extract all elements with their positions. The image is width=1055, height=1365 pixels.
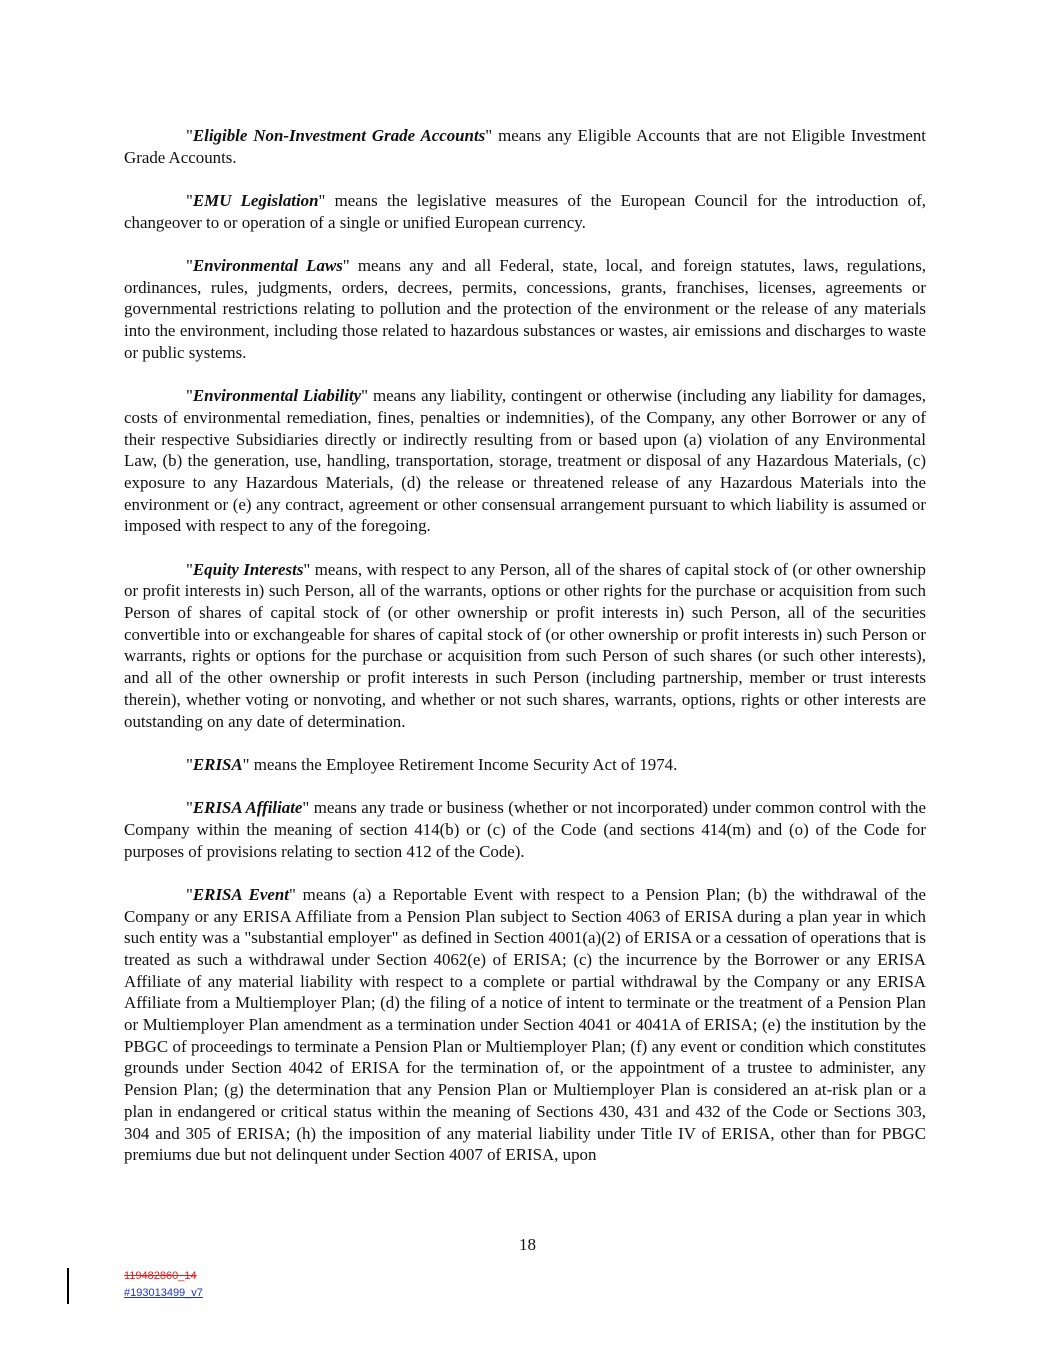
definition-paragraph [124, 884, 926, 1166]
page-number: 18 [519, 1235, 536, 1254]
definition-paragraph [124, 125, 926, 168]
open-quote: " [186, 386, 193, 406]
defined-term: ERISA Affiliate [192, 798, 303, 818]
open-quote: " [186, 126, 193, 145]
definition-text: " means any and all Federal, state, local, and foreign statutes, laws, regulations, ordinances, rules, judgments, orders, decrees, permits, concessions, grants, franchises, licenses, agreements or governmental restrictions relating to pollution and the protection of the environment or the release of any materials into the environment, including those related to hazardous substances or wastes, air emissions and discharges to waste or public systems. [124, 256, 926, 362]
definition-text: " means any liability, contingent or otherwise (including any liability for damages, costs of environmental remediation, fines, penalties or indemnities), of the Company, any other Borrower or any of their respective Subsidiaries directly or indirectly resulting from or based upon (a) violation of any Environmental Law, (b) the generation, use, handling, transportation, storage, treatment or disposal of any Hazardous Materials, (c) exposure to any Hazardous Materials, (d) the release or threatened release of any Hazardous Materials into the environment or (e) any contract, agreement or other consensual arrangement pursuant to which liability is assumed or imposed with respect to any of the foregoing. [124, 386, 926, 536]
open-quote: " [186, 559, 193, 579]
defined-term: Equity Interests [192, 559, 304, 579]
definition-paragraph [124, 754, 926, 776]
definition-paragraph [124, 559, 926, 733]
definition-text: " means, with respect to any Person, all of the shares of capital stock of (or other ownership or profit interests in) such Person, all of the warrants, options or other rights for the purchase or acquisition from such Person of shares of capital stock of (or other ownership or profit interests in) such Person, all of the securities convertible into or exchangeable for shares of capital stock of (or other ownership or profit interests in) such Person or warrants, rights or options for the purchase or acquisition from such Person of such shares (or such other interests), and all of the other ownership or profit interests in such Person (including partnership, member or trust interests therein), whether voting or nonvoting, and whether or not such shares, warrants, options, rights or other interests are outstanding on any date of determination. [124, 559, 926, 731]
definition-text: " means the Employee Retirement Income Security Act of 1974. [242, 754, 678, 774]
defined-term: EMU Legislation [192, 191, 319, 210]
defined-term: Environmental Liability [192, 386, 362, 406]
defined-term: ERISA [192, 754, 243, 774]
defined-term: Environmental Laws [192, 256, 343, 275]
definition-paragraph [124, 190, 926, 233]
open-quote: " [186, 256, 193, 275]
change-bar [67, 1268, 69, 1304]
definitions-section [124, 125, 926, 1188]
defined-term: Eligible Non-Investment Grade Accounts [192, 126, 486, 145]
definition-paragraph [124, 385, 926, 537]
deleted-document-id: 119482860_14 [124, 1270, 197, 1282]
open-quote: " [186, 191, 193, 210]
inserted-document-id: #193013499_v7 [124, 1287, 203, 1299]
definition-paragraph [124, 797, 926, 862]
definition-paragraph [124, 255, 926, 364]
defined-term: ERISA Event [192, 884, 289, 904]
definition-text: " means (a) a Reportable Event with respect to a Pension Plan; (b) the withdrawal of the Company or any ERISA Affiliate from a Pension Plan subject to Section 4063 of ERISA during a plan year in which such entity was a "substantial employer" as defined in Section 4001(a)(2) of ERISA or a cessation of operations that is treated as such a withdrawal under Section 4062(e) of ERISA; (c) the incurrence by the Borrower or any ERISA Affiliate of any material liability with respect to a complete or partial withdrawal by the Company or any ERISA Affiliate from a Multiemployer Plan; (d) the filing of a notice of intent to terminate or the treatment of a Pension Plan or Multiemployer Plan amendment as a termination under Section 4041 or 4041A of ERISA; (e) the institution by the PBGC of proceedings to terminate a Pension Plan or Multiemployer Plan; (f) any event or condition which constitutes grounds under Section 4042 of ERISA for the termination of, or the appointment of a trustee to administer, any Pension Plan; (g) the determination that any Pension Plan or Multiemployer Plan is considered an at-risk plan or a plan in endangered or critical status within the meaning of Sections 430, 431 and 432 of the Code or Sections 303, 304 and 305 of ERISA; (h) the imposition of any material liability under Title IV of ERISA, other than for PBGC premiums due but not delinquent under Section 4007 of ERISA, upon [124, 884, 926, 1165]
open-quote: " [186, 754, 193, 774]
open-quote: " [186, 884, 193, 904]
definition-text: " means any trade or business (whether or not incorporated) under common control with the Company within the meaning of section 414(b) or (c) of the Code (and sections 414(m) and (o) of the Code for purposes of provisions relating to section 412 of the Code). [124, 798, 926, 861]
definition-text: " means the legislative measures of the European Council for the introduction of, changeover to or operation of a single or unified European currency. [124, 191, 926, 232]
definition-text: " means any Eligible Accounts that are not Eligible Investment Grade Accounts. [124, 126, 926, 167]
open-quote: " [186, 798, 193, 818]
